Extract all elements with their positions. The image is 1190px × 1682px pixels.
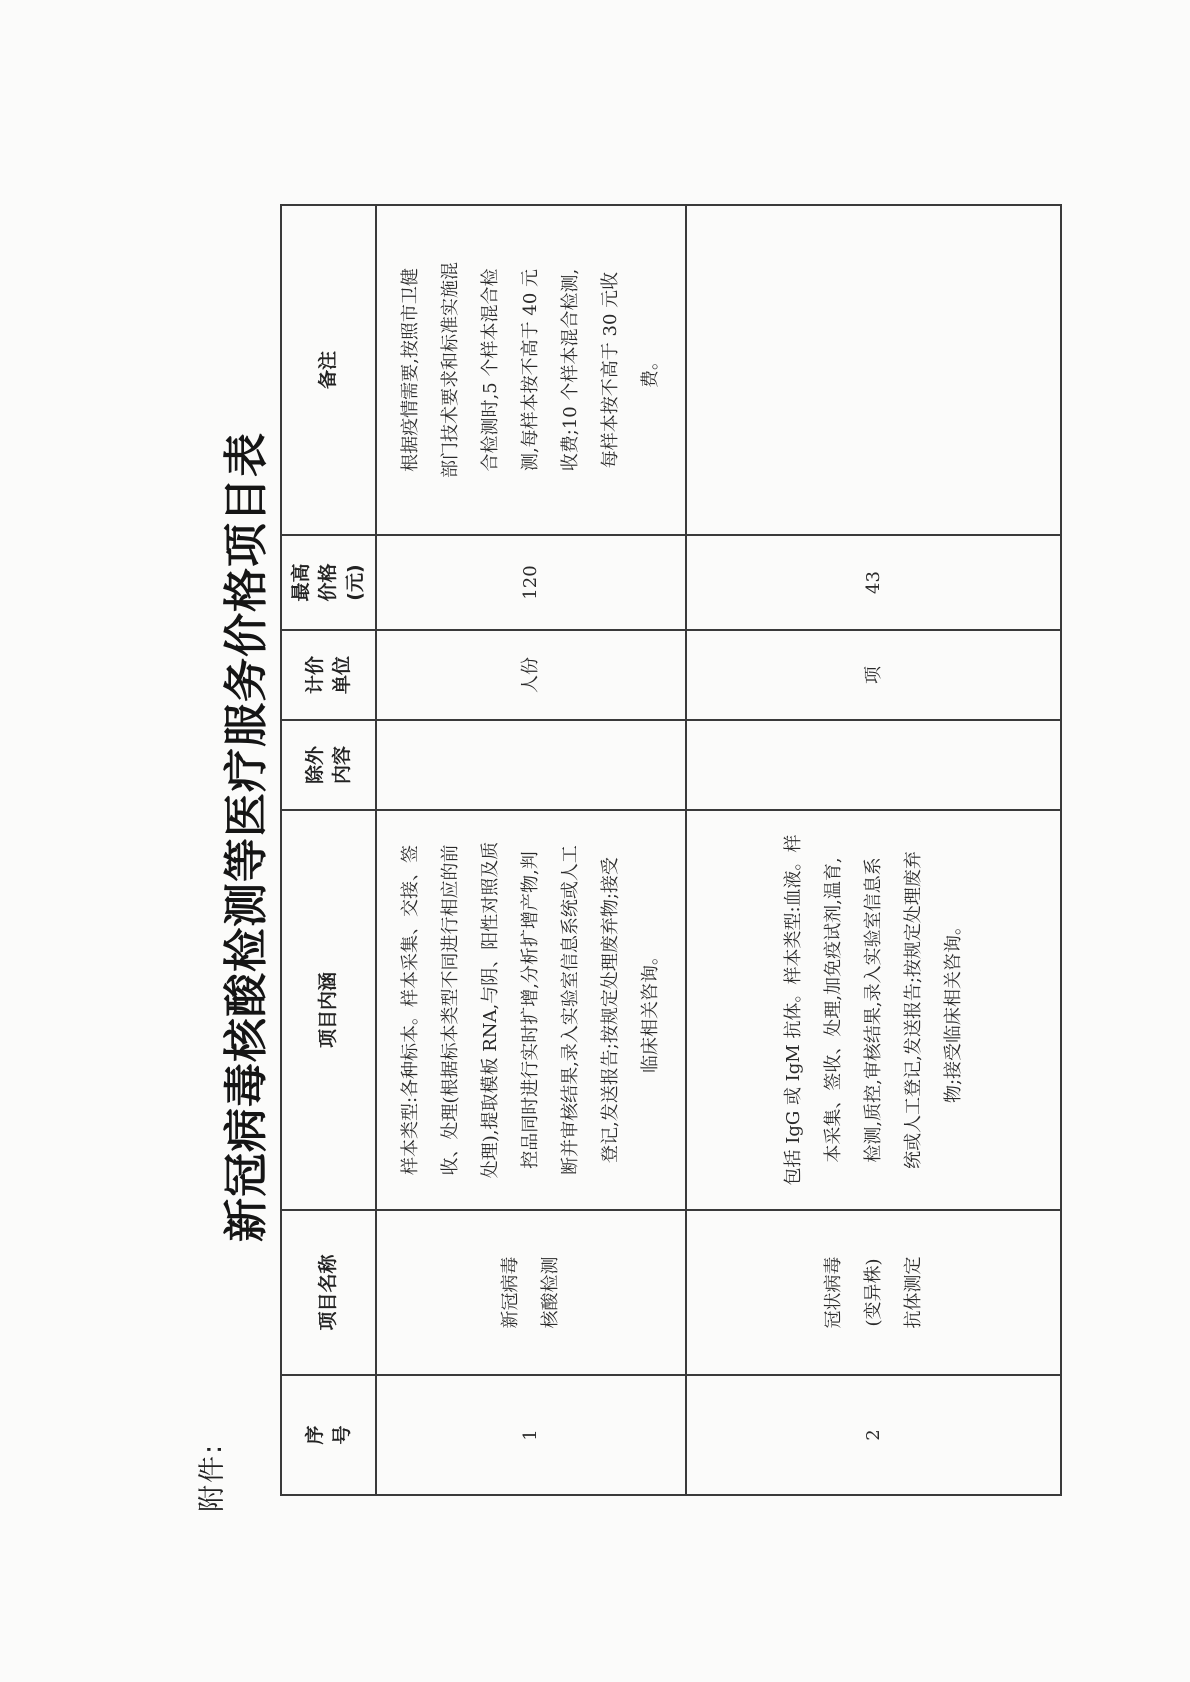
header-seq: 序 号 — [281, 1375, 376, 1495]
header-name: 项目名称 — [281, 1210, 376, 1375]
row1-remark: 根据疫情需要,按照市卫健 部门技术要求和标准实施混 合检测时,5 个样本混合检 测,每样本按不高于 40 元 收费;10 个样本混合检测, 每样本按不高于 30 元收 费。 — [376, 205, 686, 535]
row2-content: 包括 IgG 或 IgM 抗体。样本类型:血液。样 本采集、签收、处理,加免疫试剂,温育, 检测,质控,审核结果,录入实验室信息系 统或人工登记,发送报告;按规定处理废弃 物;接受临床相关咨询。 — [686, 810, 1061, 1210]
row1-unit: 人份 — [376, 630, 686, 720]
header-max-price: 最高 价格 (元) — [281, 535, 376, 630]
row1-seq: 1 — [376, 1375, 686, 1495]
price-table — [280, 204, 1062, 1496]
row2-name: 冠状病毒 (变异株) 抗体测定 — [686, 1210, 1061, 1375]
header-excluded: 除外 内容 — [281, 720, 376, 810]
table-row — [686, 205, 1061, 1495]
header-content: 项目内涵 — [281, 810, 376, 1210]
row1-content: 样本类型:各种标本。样本采集、交接、签 收、处理(根据标本类型不同进行相应的前 处理),提取模板 RNA,与阴、阳性对照及质 控品同时进行实时扩增,分析扩增产物,判 断并审核结果,录入实验室信息系统或人工 登记,发送报告;按规定处理废弃物;接受 临床相关咨询。 — [376, 810, 686, 1210]
document-title: 新冠病毒核酸检测等医疗服务价格项目表 — [221, 432, 272, 1242]
row2-unit: 项 — [686, 630, 1061, 720]
row2-max-price: 43 — [686, 535, 1061, 630]
row2-remark — [686, 205, 1061, 535]
header-remark: 备注 — [281, 205, 376, 535]
row1-max-price: 120 — [376, 535, 686, 630]
row1-excluded — [376, 720, 686, 810]
row2-excluded — [686, 720, 1061, 810]
table-header-row — [281, 205, 376, 1495]
table-row — [376, 205, 686, 1495]
header-unit: 计价 单位 — [281, 630, 376, 720]
attachment-label: 附件: — [197, 1442, 228, 1512]
row1-name: 新冠病毒 核酸检测 — [376, 1210, 686, 1375]
row2-seq: 2 — [686, 1375, 1061, 1495]
